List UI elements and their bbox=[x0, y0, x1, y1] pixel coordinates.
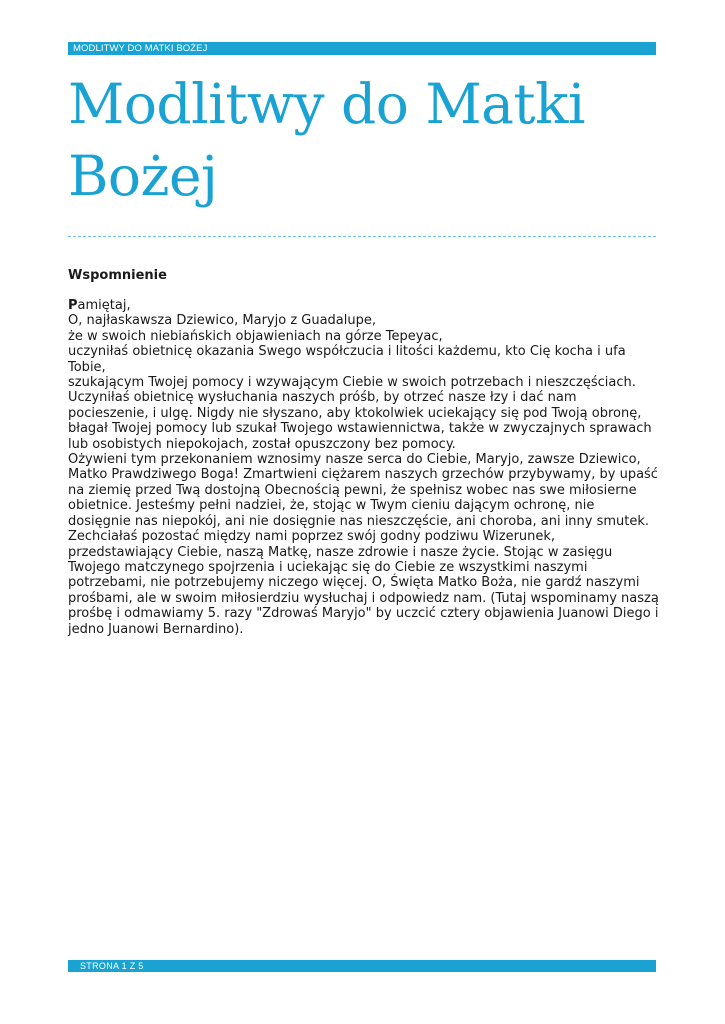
prayer-paragraph: Ożywieni tym przekonaniem wznosimy nasze serca do Ciebie, Maryjo, zawsze Dziewico, Matko Prawdziwego Boga! Zmartwieni ciężarem naszych grzechów przybywamy, by upaść na ziemię przed Twą dostojną Obecnością pewni, że spełnisz wobec nas swe miłosierne obietnice. Jesteśmy pełni nadziei, że, stojąc w Twym cieniu dającym ochronę, nie dosięgnie nas niepokój, ani nie dosięgnie nas nieszczęście, ani choroba, ani inny smutek. bbox=[68, 452, 658, 529]
page-number-label: STRONA 1 Z 5 bbox=[80, 961, 144, 971]
prayer-paragraph: Uczyniłaś obietnicę wysłuchania naszych próśb, by otrzeć nasze łzy i dać nam pocieszenie, i ulgę. Nigdy nie słyszano, aby ktokolwiek uciekający się pod Twoją obronę, błagał Twojej pomocy lub szukał Twojego wstawiennictwa, także w zwyczajnych sprawach lub osobistych niepokojach, został opuszczony bez pomocy. bbox=[68, 390, 652, 452]
prayer-line: O, najłaskawsza Dziewico, Maryjo z Guadalupe, bbox=[68, 313, 377, 329]
prayer-line: szukającym Twojej pomocy i wzywającym Ciebie w swoich potrzebach i nieszczęściach. bbox=[68, 375, 636, 391]
prayer-line: uczyniłaś obietnicę okazania Swego współczucia i litości każdemu, kto Cię kocha i ufa Tobie, bbox=[68, 344, 626, 375]
prayer-text bbox=[68, 298, 660, 637]
running-header-label: MODLITWY DO MATKI BOŻEJ bbox=[73, 43, 208, 54]
prayer-initial-letter: P bbox=[68, 298, 78, 313]
page-title-line-1: Modlitwy do Matki bbox=[68, 72, 585, 136]
page-title-line-2: Bożej bbox=[68, 144, 218, 208]
page-footer bbox=[68, 960, 656, 972]
prayer-line: że w swoich niebiańskich objawieniach na górze Tepeyac, bbox=[68, 328, 443, 344]
prayer-opening-line bbox=[68, 298, 660, 313]
running-header bbox=[68, 42, 656, 55]
section-heading: Wspomnienie bbox=[68, 268, 167, 283]
prayer-paragraph: Zechciałaś pozostać między nami poprzez swój godny podziwu Wizerunek, przedstawiający Ciebie, naszą Matkę, nasze zdrowie i nasze życie. Stojąc w zasięgu Twojego matczynego spojrzenia i uciekając się do Ciebie ze wszystkimi naszymi potrzebami, nie potrzebujemy niczego więcej. O, Święta Matko Boża, nie gardź naszymi prośbami, ale w swoim miłosierdziu wysłuchaj i odpowiedz nam. (Tutaj wspominamy naszą prośbę i odmawiamy 5. razy "Zdrowaś Maryjo" by uczcić cztery objawienia Juanowi Diego i jedno Juanowi Bernardino). bbox=[68, 529, 659, 637]
prayer-opening-rest: amiętaj, bbox=[77, 298, 131, 313]
dashed-divider bbox=[68, 236, 656, 237]
page-title bbox=[68, 68, 656, 212]
